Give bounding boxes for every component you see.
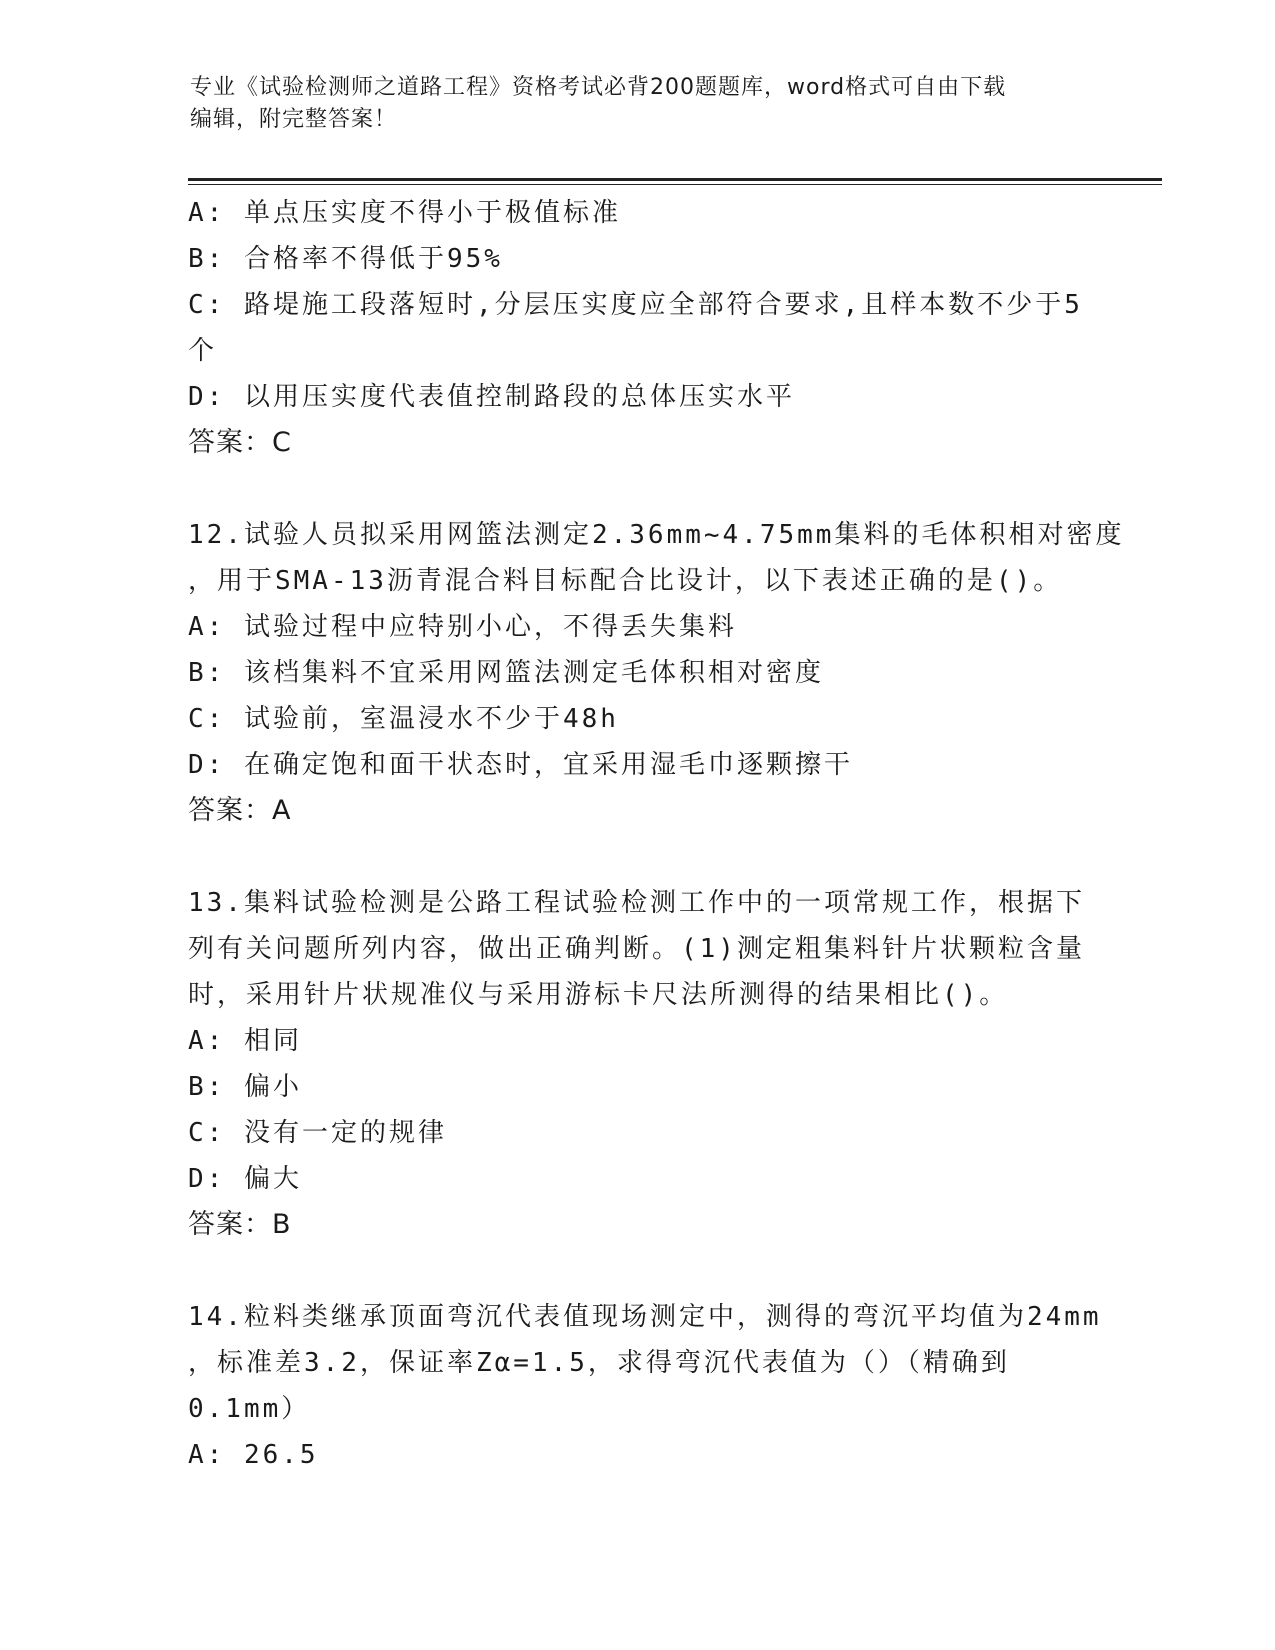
q12-option-d: D: 在确定饱和面干状态时，宜采用湿毛巾逐颗擦干 bbox=[188, 750, 853, 780]
q13-option-c: C: 没有一定的规律 bbox=[188, 1118, 447, 1148]
q13-answer: 答案：B bbox=[188, 1209, 292, 1240]
q13-stem-line-2: 列有关问题所列内容，做出正确判断。(1)测定粗集料针片状颗粒含量 bbox=[188, 934, 1085, 964]
header-divider-thin bbox=[188, 184, 1162, 185]
q11-option-c-line-2: 个 bbox=[188, 336, 218, 366]
q14-stem-line-1: 14.粒料类继承顶面弯沉代表值现场测定中，测得的弯沉平均值为24mm bbox=[188, 1302, 1102, 1332]
q13-option-a: A: 相同 bbox=[188, 1026, 302, 1056]
q13-option-b: B: 偏小 bbox=[188, 1072, 302, 1102]
q11-option-d: D: 以用压实度代表值控制路段的总体压实水平 bbox=[188, 382, 795, 412]
q11-option-c-line-1: C: 路堤施工段落短时,分层压实度应全部符合要求,且样本数不少于5 bbox=[188, 290, 1083, 320]
q14-stem-line-2: ，标准差3.2，保证率Zα=1.5，求得弯沉代表值为（）（精确到 bbox=[188, 1348, 1010, 1378]
q13-option-d: D: 偏大 bbox=[188, 1164, 302, 1194]
header-line-1: 专业《试验检测师之道路工程》资格考试必背200题题库，word格式可自由下载 bbox=[190, 75, 1007, 100]
q12-option-a: A: 试验过程中应特别小心，不得丢失集料 bbox=[188, 612, 737, 642]
header-divider-thick bbox=[188, 178, 1162, 181]
question-list bbox=[188, 190, 1125, 1478]
spacer bbox=[188, 834, 1088, 880]
question-14-block bbox=[188, 1294, 1102, 1478]
header-line-2: 编辑，附完整答案！ bbox=[190, 107, 398, 132]
question-11-block bbox=[188, 190, 1088, 466]
q12-answer: 答案：A bbox=[188, 795, 292, 826]
question-13-block bbox=[188, 880, 1088, 1248]
q12-option-c: C: 试验前，室温浸水不少于48h bbox=[188, 704, 619, 734]
q13-stem-line-3: 时，采用针片状规准仪与采用游标卡尺法所测得的结果相比()。 bbox=[188, 980, 1009, 1010]
spacer bbox=[188, 466, 1088, 512]
spacer bbox=[188, 1248, 1088, 1294]
document-header bbox=[190, 72, 1090, 136]
q12-option-b: B: 该档集料不宜采用网篮法测定毛体积相对密度 bbox=[188, 658, 824, 688]
q11-option-b: B: 合格率不得低于95% bbox=[188, 244, 503, 274]
q11-option-a: A: 单点压实度不得小于极值标准 bbox=[188, 198, 621, 228]
q14-option-a: A: 26.5 bbox=[188, 1440, 319, 1470]
q13-stem-line-1: 13.集料试验检测是公路工程试验检测工作中的一项常规工作，根据下 bbox=[188, 888, 1085, 918]
q12-stem-line-1: 12.试验人员拟采用网篮法测定2.36mm~4.75mm集料的毛体积相对密度 bbox=[188, 520, 1125, 550]
question-12-block bbox=[188, 512, 1125, 834]
q11-answer: 答案：C bbox=[188, 427, 292, 458]
q12-stem-line-2: ，用于SMA-13沥青混合料目标配合比设计，以下表述正确的是()。 bbox=[188, 566, 1063, 596]
q14-stem-line-3: 0.1mm） bbox=[188, 1394, 311, 1424]
